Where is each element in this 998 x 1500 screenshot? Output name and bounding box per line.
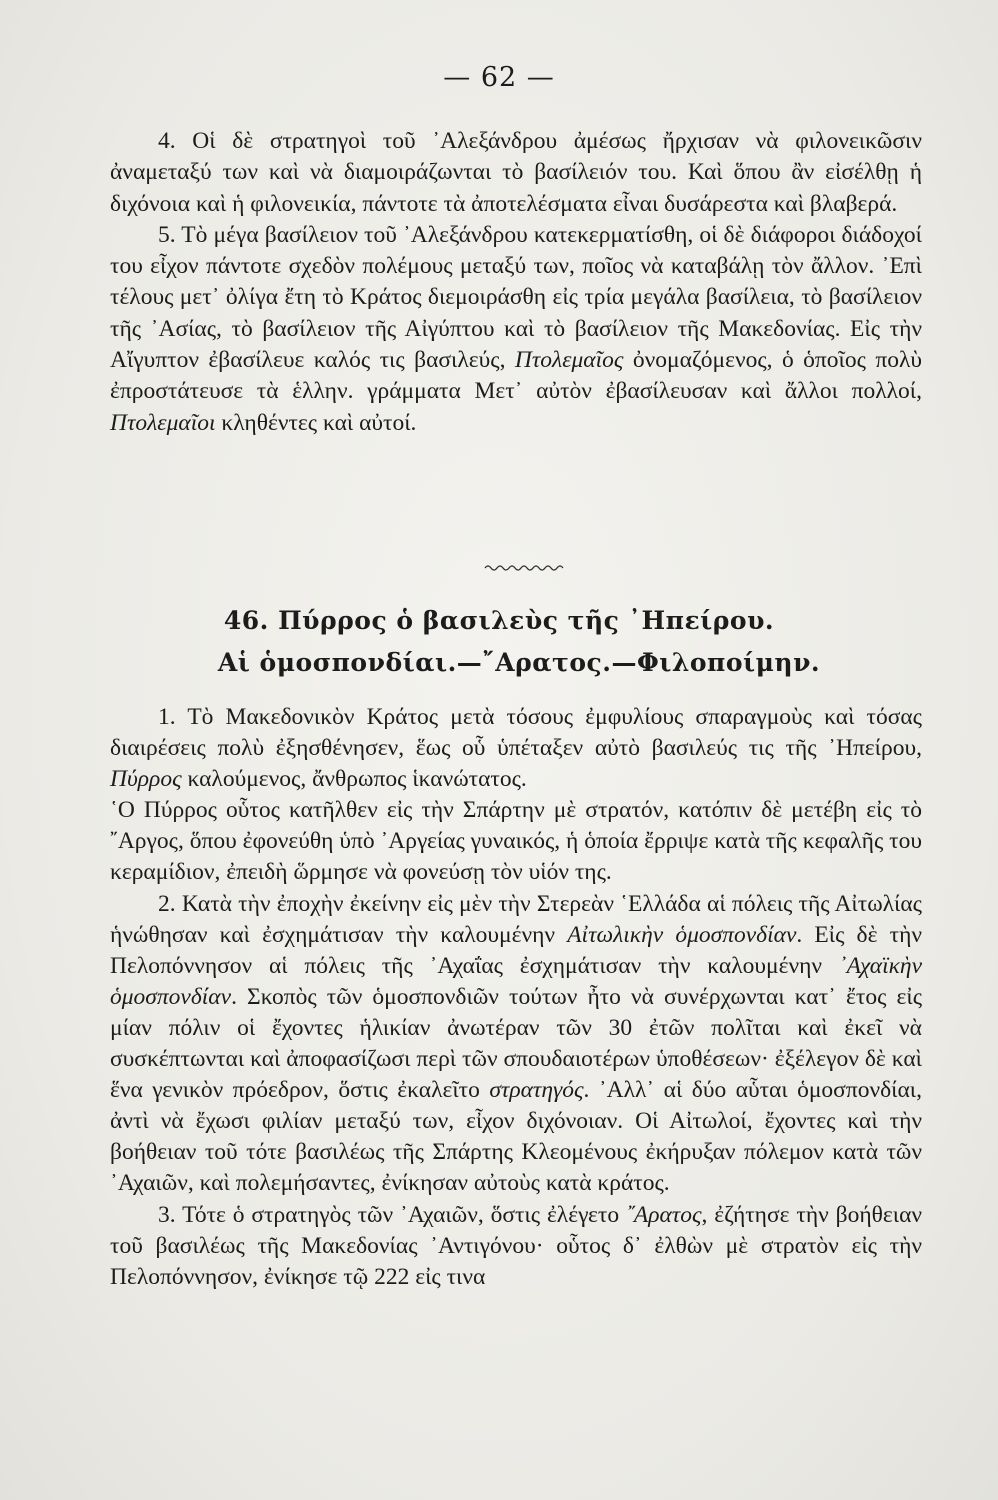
paragraph-text: 5. Τὸ μέγα βασίλειον τοῦ ᾿Αλεξάνδρου κατεκερματίσθη, οἱ δὲ διάφοροι διάδοχοί του εἶχον πάντοτε σχεδὸν πολέμους μεταξύ των, ποῖος νὰ καταβάλῃ τὸν ἄλλον. ᾿Επὶ τέλους μετ᾿ ὀλίγα ἔτη τὸ Κράτος διεμοιράσθη εἰς τρία μεγάλα βασίλεια, τὸ βασίλειον τῆς ᾿Ασίας, τὸ βασίλειον τῆς Αἰγύπτου καὶ τὸ βασίλειον τῆς Μακεδονίας. Εἰς τὴν Αἴγυπτον ἐβασίλευε καλός τις βασιλεύς, xyxy=(110,221,922,374)
paragraph-5 xyxy=(110,220,922,439)
paragraph-text: 3. Τότε ὁ στρατηγὸς τῶν ᾿Αχαιῶν, ὅστις ἐλέγετο xyxy=(158,1201,620,1228)
bottom-text-block xyxy=(110,702,922,1293)
wavy-divider xyxy=(484,563,566,573)
section-title: 46. Πύρρος ὁ βασιλεὺς τῆς ᾿Ηπείρου. xyxy=(223,606,775,635)
paragraph-4 xyxy=(110,126,922,220)
emphasized-name: Πτολεμαῖος xyxy=(514,347,624,374)
emphasized-term: Αἰτωλικὴν ὁμοσπονδίαν xyxy=(567,921,797,948)
emphasized-name: Πύρρος xyxy=(110,766,182,793)
paragraph-1 xyxy=(110,702,922,795)
paragraph-1-continuation xyxy=(110,795,922,888)
paragraph-text: . Εἰς δὲ τὴν Πελοπόννησον αἱ πόλεις τῆς ᾿Αχαΐας ἐσχημάτισαν τὴν καλουμένην xyxy=(110,921,922,979)
emphasized-term: στρατηγός xyxy=(489,1077,584,1104)
paragraph-3 xyxy=(110,1200,922,1293)
emphasized-name: ῎Αρατος xyxy=(626,1201,702,1228)
paragraph-text: 2. Κατὰ τὴν ἐποχὴν ἐκείνην εἰς μὲν τὴν Στερεὰν ῾Ελλάδα αἱ πόλεις τῆς Αἰτωλίας ἡνώθησαν καὶ ἐσχημάτισαν τὴν καλουμένην xyxy=(110,890,922,948)
section-subtitle: Αἱ ὁμοσπονδίαι.—῎Αρατος.—Φιλοποίμην. xyxy=(217,648,821,677)
top-text-block xyxy=(110,126,922,439)
paragraph-text: 1. Τὸ Μακεδονικὸν Κράτος μετὰ τόσους ἐμφυλίους σπαραγμοὺς καὶ τόσας διαιρέσεις πολὺ ἐξησθένησεν, ἕως οὗ ὑπέταξεν αὐτὸ βασιλεύς τις τῆς ᾿Ηπείρου, xyxy=(110,704,922,762)
paragraph-text: καλούμενος, ἄνθρωπος ἱκανώτατος. xyxy=(187,766,527,793)
emphasized-term: ᾿Αχαϊκὴν ὁμοσπονδίαν xyxy=(110,952,923,1010)
paragraph-text: ῾Ο Πύρρος οὗτος κατῆλθεν εἰς τὴν Σπάρτην μὲ στρατόν, κατόπιν δὲ μετέβη εἰς τὸ ῎Αργος, ὅπου ἐφονεύθη ὑπὸ ᾿Αργείας γυναικός, ἡ ὁποία ἔρριψε κατὰ τῆς κεφαλῆς του κεραμίδιον, ἐπειδὴ ὥρμησε νὰ φονεύσῃ τὸν υἱόν της. xyxy=(110,797,922,886)
paragraph-text: . Σκοπὸς τῶν ὁμοσπονδιῶν τούτων ἦτο νὰ συνέρχωνται κατ᾿ ἔτος εἰς μίαν πόλιν οἱ ἔχοντες ἡλικίαν ἀνωτέραν τῶν 30 ἐτῶν πολῖται καὶ ἐκεῖ νὰ συσκέπτωνται καὶ ἀποφασίζωσι περὶ τῶν σπουδαιοτέρων ὑποθέσεων· ἐξέλεγον δὲ καὶ ἕνα γενικὸν πρόεδρον, ὅστις ἐκαλεῖτο xyxy=(110,983,922,1104)
paragraph-text: κληθέντες καὶ αὐτοί. xyxy=(221,409,417,436)
paragraph-text: . ᾿Αλλ᾿ αἱ δύο αὗται ὁμοσπονδίαι, ἀντὶ νὰ ἔχωσι φιλίαν μεταξύ των, εἶχον διχόνοιαν. Οἱ Αἰτωλοί, ἔχοντες καὶ τὴν βοήθειαν τοῦ τότε βασιλέως τῆς Σπάρτης Κλεομένους ἐκήρυξαν πόλεμον κατὰ τῶν ᾿Αχαιῶν, καὶ πολεμήσαντες, ἐνίκησαν αὐτοὺς κατὰ κράτος. xyxy=(110,1077,922,1197)
paragraph-text: ὀνομαζόμενος, ὁ ὁποῖος πολὺ ἐπροστάτευσε τὰ ἑλλην. γράμματα Μετ᾿ αὐτὸν ἐβασίλευσαν καὶ ἄλλοι πολλοί, xyxy=(110,347,922,405)
paragraph-2 xyxy=(110,889,922,1200)
paragraph-text: , ἐζήτησε τὴν βοήθειαν τοῦ βασιλέως τῆς Μακεδονίας ᾿Αντιγόνου· οὗτος δ᾿ ἐλθὼν μὲ στρατὸν εἰς τὴν Πελοπόννησον, ἐνίκησε τῷ 222 εἰς τινα xyxy=(110,1201,923,1290)
emphasized-name: Πτολεμαῖοι xyxy=(110,409,216,436)
paragraph-text: 4. Οἱ δὲ στρατηγοὶ τοῦ ᾿Αλεξάνδρου ἀμέσως ἤρχισαν νὰ φιλονεικῶσιν ἀναμεταξύ των καὶ νὰ διαμοιράζωνται τὸ βασίλειόν του. Καὶ ὅπου ἂν εἰσέλθῃ ἡ διχόνοια καὶ ἡ φιλονεικία, πάντοτε τὰ ἀποτελέσματα εἶναι δυσάρεστα καὶ βλαβερά. xyxy=(110,128,922,217)
page-number: — 62 — xyxy=(443,62,555,93)
